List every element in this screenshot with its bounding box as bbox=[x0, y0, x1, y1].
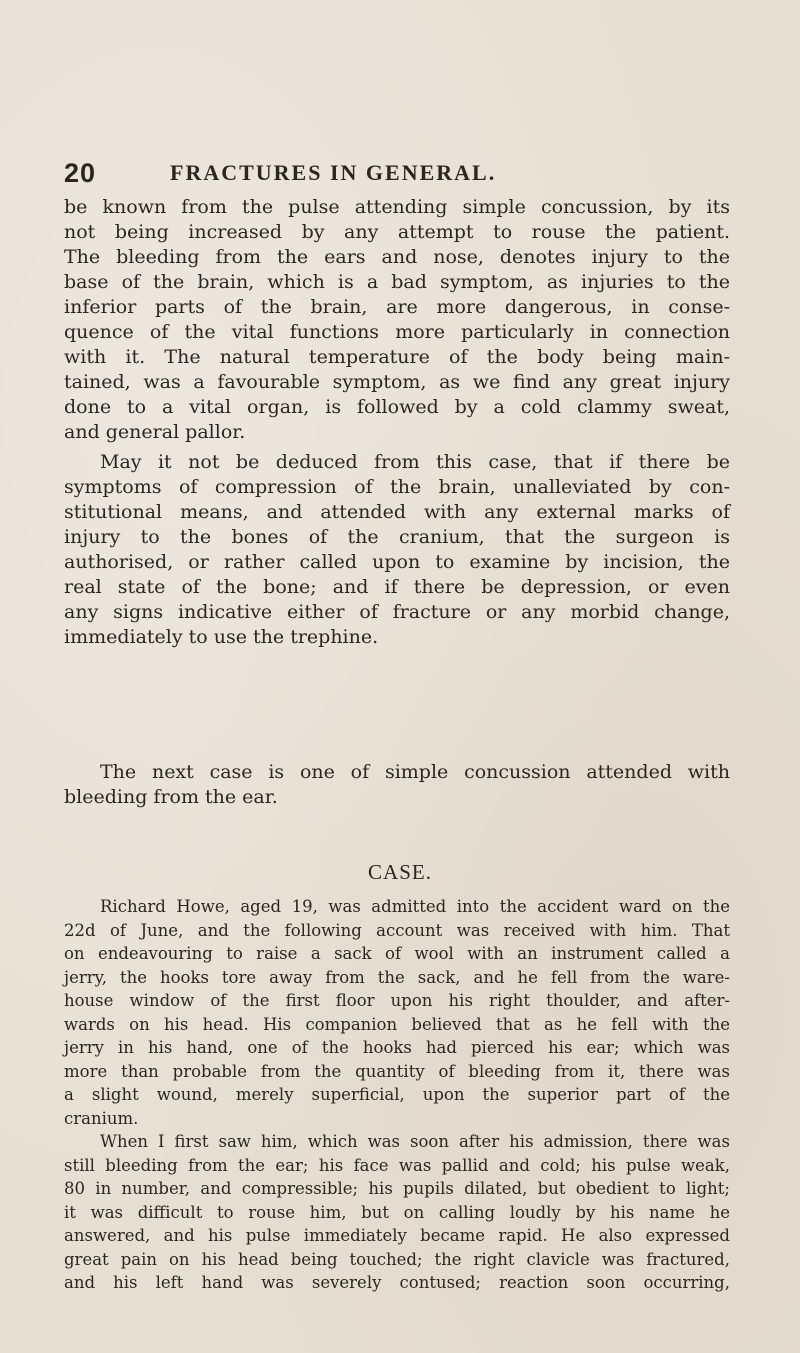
text-line: The bleeding from the ears and nose, denotes injury to the bbox=[64, 246, 730, 268]
paragraph-1 bbox=[64, 195, 730, 445]
text-line: stitutional means, and attended with any external marks of bbox=[64, 501, 730, 523]
text-line: more than probable from the quantity of bleeding from it, there was bbox=[64, 1061, 730, 1081]
text-line: symptoms of compression of the brain, unalleviated by con- bbox=[64, 476, 730, 498]
text-line: still bleeding from the ear; his face was pallid and cold; his pulse weak, bbox=[64, 1155, 730, 1175]
text-line: be known from the pulse attending simple concussion, by its bbox=[64, 196, 730, 218]
text-line: quence of the vital functions more particularly in connection bbox=[64, 321, 730, 343]
page-number: 20 bbox=[64, 158, 97, 188]
text-line: wards on his head. His companion believed that as he fell with the bbox=[64, 1014, 730, 1034]
text-line: and his left hand was severely contused; reaction soon occurring, bbox=[64, 1273, 730, 1292]
text-line: May it not be deduced from this case, that if there be bbox=[100, 451, 730, 473]
text-line: jerry, the hooks tore away from the sack, and he fell from the ware- bbox=[64, 967, 730, 987]
text-line: Richard Howe, aged 19, was admitted into the accident ward on the bbox=[100, 897, 730, 916]
text-line: tained, was a favourable symptom, as we find any great injury bbox=[64, 371, 730, 393]
text-line: The next case is one of simple concussion attended with bbox=[100, 761, 730, 783]
text-line: done to a vital organ, is followed by a cold clammy sweat, bbox=[64, 396, 730, 418]
text-line: cranium. bbox=[64, 1108, 139, 1128]
text-line: bleeding from the ear. bbox=[64, 786, 278, 808]
text-line: jerry in his hand, one of the hooks had pierced his ear; which was bbox=[64, 1038, 730, 1057]
text-line: great pain on his head being touched; the right clavicle was fractured, bbox=[64, 1249, 730, 1269]
text-line: it was difficult to rouse him, but on calling loudly by his name he bbox=[64, 1202, 730, 1222]
paragraph-5 bbox=[64, 1130, 730, 1295]
text-line: any signs indicative either of fracture or any morbid change, bbox=[64, 601, 730, 623]
text-line: inferior parts of the brain, are more dangerous, in conse- bbox=[64, 296, 730, 318]
case-heading: CASE. bbox=[368, 860, 432, 884]
text-line: not being increased by any attempt to rouse the patient. bbox=[64, 221, 730, 243]
paragraph-2 bbox=[64, 450, 730, 650]
text-line: injury to the bones of the cranium, that the surgeon is bbox=[64, 526, 730, 548]
text-line: and general pallor. bbox=[64, 421, 246, 443]
text-line: authorised, or rather called upon to examine by incision, the bbox=[64, 551, 730, 573]
text-line: real state of the bone; and if there be depression, or even bbox=[64, 576, 730, 598]
text-line: 80 in number, and compressible; his pupils dilated, but obedient to light; bbox=[64, 1179, 730, 1198]
text-line: on endeavouring to raise a sack of wool with an instrument called a bbox=[64, 944, 730, 963]
text-line: with it. The natural temperature of the body being main- bbox=[64, 346, 730, 368]
running-head bbox=[64, 158, 730, 190]
text-line: immediately to use the trephine. bbox=[64, 626, 379, 648]
paragraph-3 bbox=[64, 760, 730, 810]
running-title: FRACTURES IN GENERAL. bbox=[170, 160, 497, 185]
text-line: a slight wound, merely superficial, upon the superior part of the bbox=[64, 1085, 730, 1104]
text-line: When I first saw him, which was soon after his admission, there was bbox=[100, 1132, 730, 1151]
text-line: 22d of June, and the following account was received with him. That bbox=[64, 920, 730, 940]
paragraph-4 bbox=[64, 895, 730, 1130]
text-line: base of the brain, which is a bad symptom, as injuries to the bbox=[64, 271, 730, 293]
text-line: answered, and his pulse immediately became rapid. He also expressed bbox=[64, 1226, 730, 1245]
text-line: house window of the first floor upon his right thoulder, and after- bbox=[64, 991, 730, 1010]
